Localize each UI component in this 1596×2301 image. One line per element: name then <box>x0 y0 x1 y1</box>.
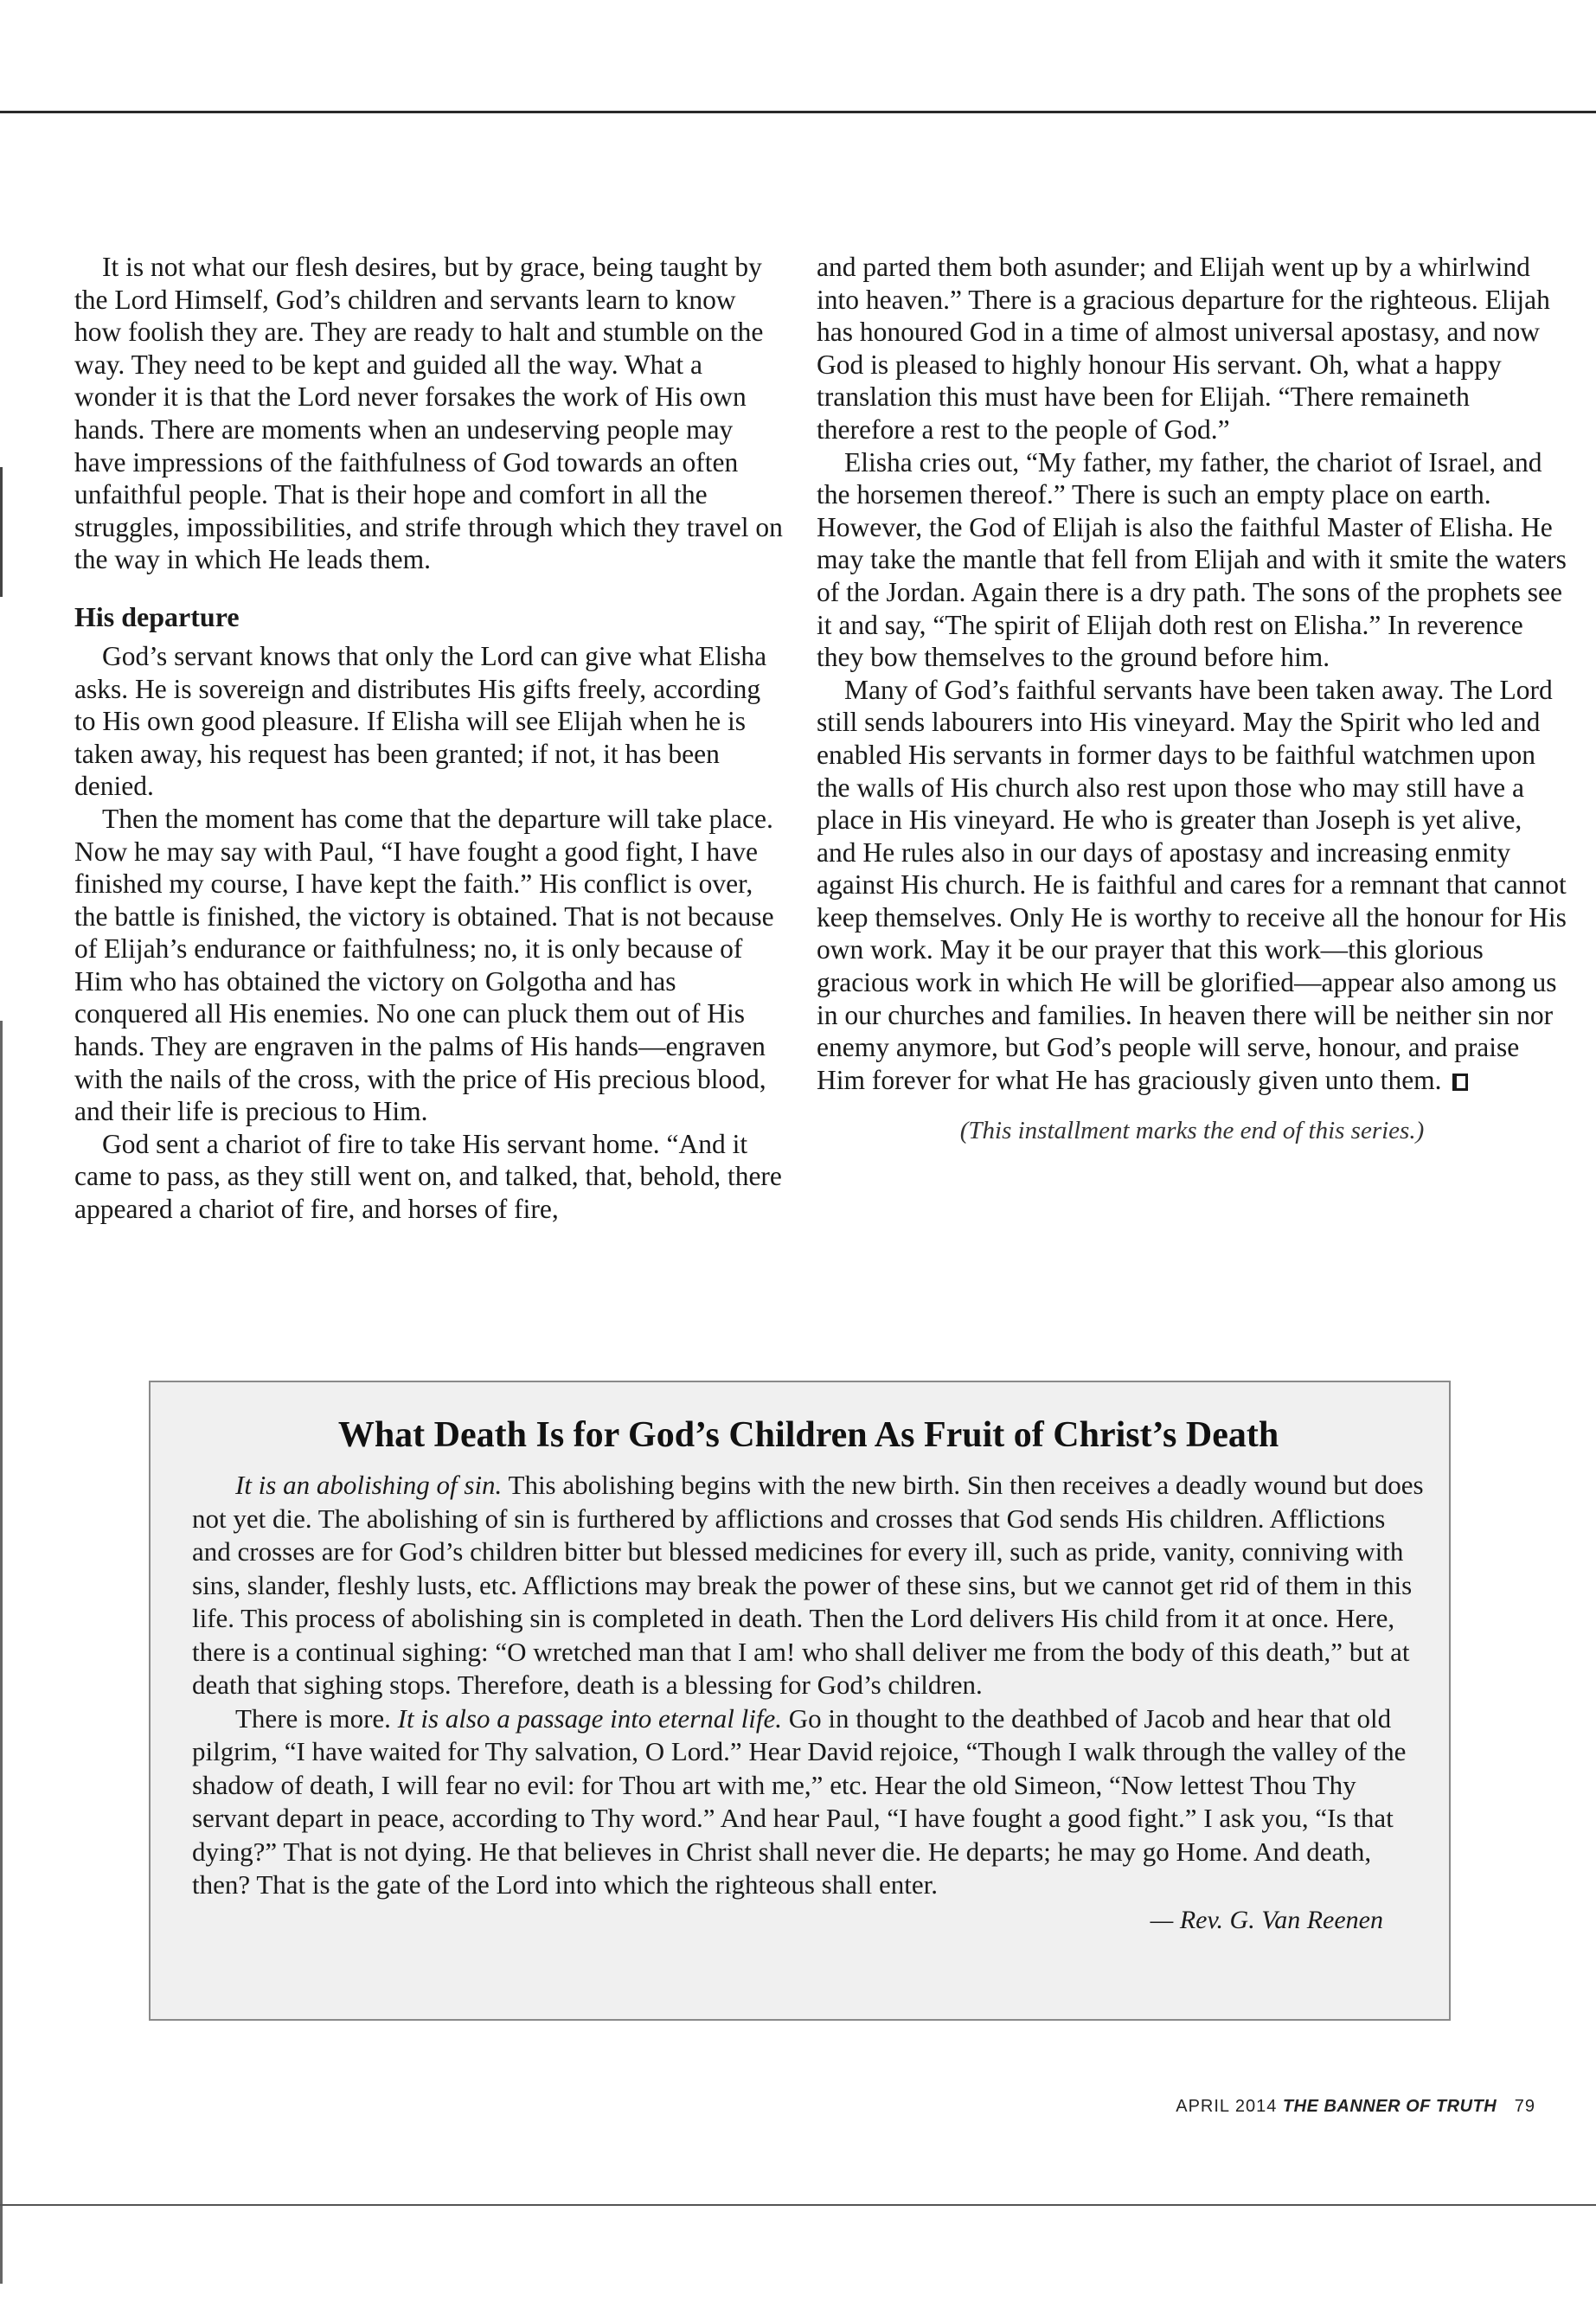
right-paragraph-1: and parted them both asunder; and Elijah went up by a whirlwind into heaven.” There is a gracious departure for the righteous. Elijah has honoured God in a time of almost universal apostasy, and now God is pleased to highly honour His servant. Oh, what a happy translation this must have been for Elijah. “There remaineth therefore a rest to the people of God.” <box>817 252 1550 445</box>
right-column <box>817 251 1567 1148</box>
sidebar-paragraph-2 <box>192 1702 1425 1902</box>
footer-page-number: 79 <box>1514 2097 1535 2116</box>
right-paragraph-2: Elisha cries out, “My father, my father, the chariot of Israel, and the horsemen thereof.” There is such an empty place on earth. However, the God of Elijah is also the faithful Master of Elisha. He may take the mantle that fell from Elijah and with it smite the waters of the Jordan. Again there is a dry path. The sons of the prophets see it and say, “The spirit of Elijah doth rest on Elisha.” In reverence they bow themselves to the ground before him. <box>817 446 1567 673</box>
sidebar-attribution: — Rev. G. Van Reenen <box>1150 1905 1383 1934</box>
right-paragraph-3 <box>817 674 1567 1097</box>
series-note: (This installment marks the end of this series.) <box>959 1117 1425 1145</box>
sidebar-text-1: This abolishing begins with the new birth. Sin then receives a deadly wound but does not yet die. The abolishing of sin is furthered by afflictions and crosses that God sends His children. Afflictions and crosses are for God’s children bitter but blessed medicines for every ill, such as pride, vanity, conniving with sins, slander, fleshly lusts, etc. Afflictions may break the power of these sins, but we cannot get rid of them in this life. This process of abolishing sin is completed in death. Then the Lord delivers His child from it at once. Here, there is a continual sighing: “O wretched man that I am! who shall deliver me from the body of this death,” but at death that sighing stops. Therefore, death is a blessing for God’s children. <box>192 1470 1424 1700</box>
footer-magazine-title: THE BANNER OF TRUTH <box>1282 2097 1497 2116</box>
sidebar-box <box>149 1381 1451 2021</box>
top-rule <box>0 111 1596 113</box>
page-footer <box>1176 2097 1535 2117</box>
right-paragraph-3-text: Many of God’s faithful servants have been taken away. The Lord still sends labourers into His vineyard. May the Spirit who led and enabled His servants in former days to be faithful watchmen upon the walls of His church also rest upon those who may still have a place in His vineyard. He who is greater than Joseph is yet alive, and He rules also in our days of apostasy and increasing enmity against His church. He is faithful and cares for a remnant that cannot keep themselves. Only He is worthy to receive all the honour for His own work. May it be our prayer that this work—this glorious gracious work in which He will be glorified—appear also among us in our churches and families. In heaven there will be neither sin nor enemy anymore, but God’s people will serve, honour, and praise Him forever for what He has graciously given unto them. <box>817 674 1567 1095</box>
sidebar-emphasis-2: It is also a passage into eternal life. <box>397 1702 782 1734</box>
end-of-article-icon <box>1452 1074 1468 1091</box>
left-paragraph-4: God sent a chariot of fire to take His servant home. “And it came to pass, as they still went on, and talked, that, behold, there appeared a chariot of fire, and horses of fire, <box>74 1128 782 1225</box>
bottom-rule <box>0 2204 1596 2206</box>
scan-edge-mark-lower <box>0 1021 3 2284</box>
sidebar-emphasis-1: It is an abolishing of sin. <box>235 1470 503 1500</box>
sidebar-paragraph-1 <box>192 1469 1425 1702</box>
left-paragraph-2: God’s servant knows that only the Lord can give what Elisha asks. He is sovereign and distributes His gifts freely, according to His own good pleasure. If Elisha will see Elijah when he is taken away, his request has been granted; if not, it has been denied. <box>74 640 767 802</box>
left-column <box>74 251 784 1226</box>
sidebar-title: What Death Is for God’s Children As Fruit of Christ’s Death <box>337 1415 1279 1455</box>
sidebar-text-2-start: There is more. <box>235 1702 398 1734</box>
footer-date: APRIL 2014 <box>1176 2097 1278 2116</box>
left-paragraph-3: Then the moment has come that the departure will take place. Now he may say with Paul, “I have fought a good fight, I have finished my course, I have kept the faith.” His conflict is over, the battle is finished, the victory is obtained. That is not because of Elijah’s endurance or faithfulness; no, it is only because of Him who has obtained the victory on Golgotha and has conquered all His enemies. No one can pluck them out of His hands. They are engraven in the palms of His hands—engraven with the nails of the cross, with the price of His precious blood, and their life is precious to Him. <box>74 803 774 1127</box>
sidebar-text-2: Go in thought to the deathbed of Jacob and hear that old pilgrim, “I have waited for Thy salvation, O Lord.” Hear David rejoice, “Though I walk through the valley of the shadow of death, I will fear no evil: for Thou art with me,” etc. Hear the old Simeon, “Now lettest Thou Thy servant depart in peace, according to Thy word.” And hear Paul, “I have fought a good fight.” I ask you, “Is that dying?” That is not dying. He that believes in Christ shall never die. He departs; he may go Home. And death, then? That is the gate of the Lord into which the righteous shall enter. <box>192 1702 1407 1900</box>
scan-edge-mark <box>0 467 3 597</box>
section-heading: His departure <box>74 600 240 632</box>
left-paragraph-1: It is not what our flesh desires, but by grace, being taught by the Lord Himself, God’s children and servants learn to know how foolish they are. They are ready to halt and stumble on the way. They need to be kept and guided all the way. What a wonder it is that the Lord never forsakes the work of His own hands. There are moments when an undeserving people may have impressions of the faithfulness of God towards an often unfaithful people. That is their hope and comfort in all the struggles, impossibilities, and strife through which they travel on the way in which He leads them. <box>74 252 783 575</box>
